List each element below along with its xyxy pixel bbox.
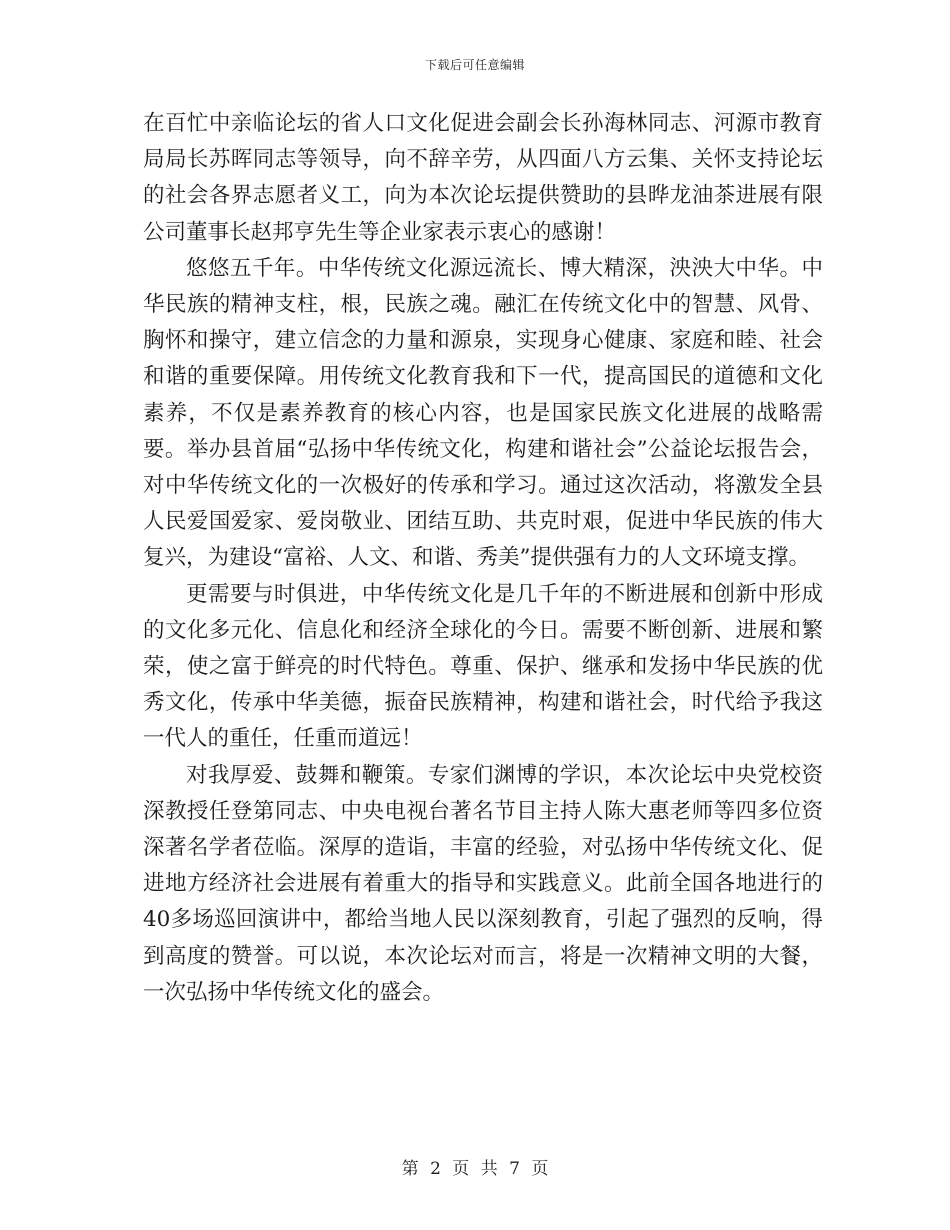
page-header-note: 下载后可任意编辑 <box>424 58 525 72</box>
paragraph-4: 对我厚爱、鼓舞和鞭策。专家们渊博的学识，本次论坛中央党校资深教授任登第同志、中央电视台著名节目主持人陈大惠老师等四多位资深著名学者莅临。深厚的造诣，丰富的经验，对弘扬中华传统文化、促进地方经济社会进展有着重大的指导和实践意义。此前全国各地进行的40多场巡回演讲中，都给当地人民以深刻教育，引起了强烈的反响，得到高度的赞誉。可以说，本次论坛对而言，将是一次精神文明的大餐，一次弘扬中华传统文化的盛会。 <box>143 762 823 1005</box>
paragraph-2: 悠悠五千年。中华传统文化源远流长、博大精深，泱泱大中华。中华民族的精神支柱，根，民族之魂。融汇在传统文化中的智慧、风骨、胸怀和操守，建立信念的力量和源泉，实现身心健康、家庭和睦、社会和谐的重要保障。用传统文化教育我和下一代，提高国民的道德和文化素养，不仅是素养教育的核心内容，也是国家民族文化进展的战略需要。举办县首届“弘扬中华传统文化，构建和谐社会”公益论坛报告会，对中华传统文化的一次极好的传承和学习。通过这次活动，将激发全县人民爱国爱家、爱岗敬业、团结互助、共克时艰，促进中华民族的伟大复兴，为建设“富裕、人文、和谐、秀美”提供强有力的人文环境支撑。 <box>143 255 823 571</box>
paragraph-3: 更需要与时俱进，中华传统文化是几千年的不断进展和创新中形成的文化多元化、信息化和经济全球化的今日。需要不断创新、进展和繁荣，使之富于鲜亮的时代特色。尊重、保护、继承和发扬中华民族的优秀文化，传承中华美德，振奋民族精神，构建和谐社会，时代给予我这一代人的重任，任重而道远！ <box>143 581 823 752</box>
paragraph-1: 在百忙中亲临论坛的省人口文化促进会副会长孙海林同志、河源市教育局局长苏晖同志等领导，向不辞辛劳，从四面八方云集、关怀支持论坛的社会各界志愿者义工，向为本次论坛提供赞助的县晔龙油茶进展有限公司董事长赵邦亨先生等企业家表示衷心的感谢！ <box>143 111 823 245</box>
document-body <box>143 106 823 1011</box>
page-number-footer: 第 2 页 共 7 页 <box>401 1159 549 1179</box>
